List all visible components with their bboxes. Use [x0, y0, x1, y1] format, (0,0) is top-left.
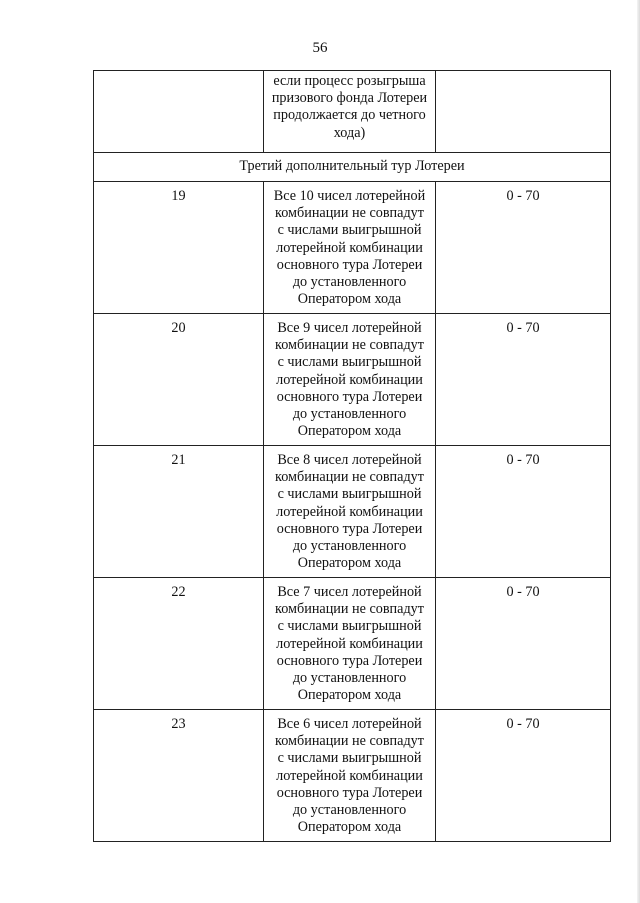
condition-line: до установленного: [292, 802, 407, 819]
condition-text: [264, 578, 435, 704]
table-row-continuation: [94, 71, 611, 153]
condition-cell: [264, 71, 436, 153]
condition-line: хода): [333, 124, 366, 141]
condition-text: [264, 314, 435, 440]
condition-line: основного тура Лотереи: [276, 784, 423, 801]
condition-line: Все 8 чисел лотерейной: [277, 452, 422, 468]
condition-line: основного тура Лотереи: [276, 652, 423, 669]
number-cell: [94, 71, 264, 153]
range-text: 0 - 70: [506, 584, 540, 600]
range-cell: [436, 71, 611, 153]
section-header-row: [94, 153, 611, 182]
condition-line: до установленного: [292, 538, 407, 555]
page-number: 56: [312, 40, 328, 56]
condition-text: [264, 710, 435, 836]
condition-line: комбинации не совпадут: [275, 337, 424, 354]
range-text: 0 - 70: [506, 452, 540, 468]
condition-line: комбинации не совпадут: [275, 733, 424, 750]
condition-line: лотерейной комбинации: [276, 503, 423, 520]
condition-line: Все 7 чисел лотерейной: [277, 584, 422, 600]
range-text: 0 - 70: [506, 320, 540, 336]
condition-line: Оператором хода: [297, 423, 402, 440]
table-row: [94, 314, 611, 446]
range-cell: [436, 182, 611, 314]
condition-line: с числами выигрышной: [277, 222, 422, 239]
condition-line: Все 10 чисел лотерейной: [273, 188, 426, 204]
condition-cell: [264, 710, 436, 842]
range-text: 0 - 70: [506, 716, 540, 732]
condition-line: до установленного: [292, 274, 407, 291]
condition-line: комбинации не совпадут: [275, 205, 424, 222]
range-text: [436, 71, 610, 73]
number-cell: [94, 446, 264, 578]
number-cell: [94, 578, 264, 710]
number-text: 22: [171, 584, 186, 600]
condition-line: Оператором хода: [297, 555, 402, 572]
table-row: [94, 710, 611, 842]
condition-line: Все 9 чисел лотерейной: [277, 320, 422, 336]
condition-line: основного тура Лотереи: [276, 388, 423, 405]
condition-line: лотерейной комбинации: [276, 239, 423, 256]
condition-line: лотерейной комбинации: [276, 635, 423, 652]
condition-cell: [264, 578, 436, 710]
range-cell: [436, 446, 611, 578]
condition-line: до установленного: [292, 670, 407, 687]
condition-line: если процесс розыгрыша: [273, 73, 426, 89]
condition-line: с числами выигрышной: [277, 486, 422, 503]
condition-cell: [264, 446, 436, 578]
condition-line: лотерейной комбинации: [276, 371, 423, 388]
condition-line: до установленного: [292, 406, 407, 423]
range-cell: [436, 578, 611, 710]
condition-line: комбинации не совпадут: [275, 469, 424, 486]
condition-text: [264, 71, 435, 142]
condition-line: основного тура Лотереи: [276, 520, 423, 537]
condition-cell: [264, 314, 436, 446]
condition-line: Оператором хода: [297, 291, 402, 308]
range-cell: [436, 710, 611, 842]
condition-line: основного тура Лотереи: [276, 256, 423, 273]
condition-text: [264, 446, 435, 572]
number-cell: [94, 710, 264, 842]
number-cell: [94, 182, 264, 314]
section-title: Третий дополнительный тур Лотереи: [94, 153, 611, 182]
condition-line: Оператором хода: [297, 687, 402, 704]
number-text: 21: [171, 452, 186, 468]
condition-line: с числами выигрышной: [277, 354, 422, 371]
condition-cell: [264, 182, 436, 314]
number-text: [94, 71, 263, 73]
table-row: [94, 446, 611, 578]
condition-line: лотерейной комбинации: [276, 767, 423, 784]
table-row: [94, 578, 611, 710]
condition-line: Оператором хода: [297, 819, 402, 836]
range-cell: [436, 314, 611, 446]
prize-table: [93, 70, 611, 842]
range-text: 0 - 70: [506, 188, 540, 204]
condition-line: продолжается до четного: [273, 107, 426, 124]
number-text: 23: [171, 716, 186, 732]
number-text: 20: [171, 320, 186, 336]
condition-line: призового фонда Лотереи: [271, 90, 428, 107]
table-row: [94, 182, 611, 314]
number-text: 19: [171, 188, 186, 204]
number-cell: [94, 314, 264, 446]
condition-line: с числами выигрышной: [277, 618, 422, 635]
condition-line: комбинации не совпадут: [275, 601, 424, 618]
condition-line: с числами выигрышной: [277, 750, 422, 767]
condition-text: [264, 182, 435, 308]
condition-line: Все 6 чисел лотерейной: [277, 716, 422, 732]
